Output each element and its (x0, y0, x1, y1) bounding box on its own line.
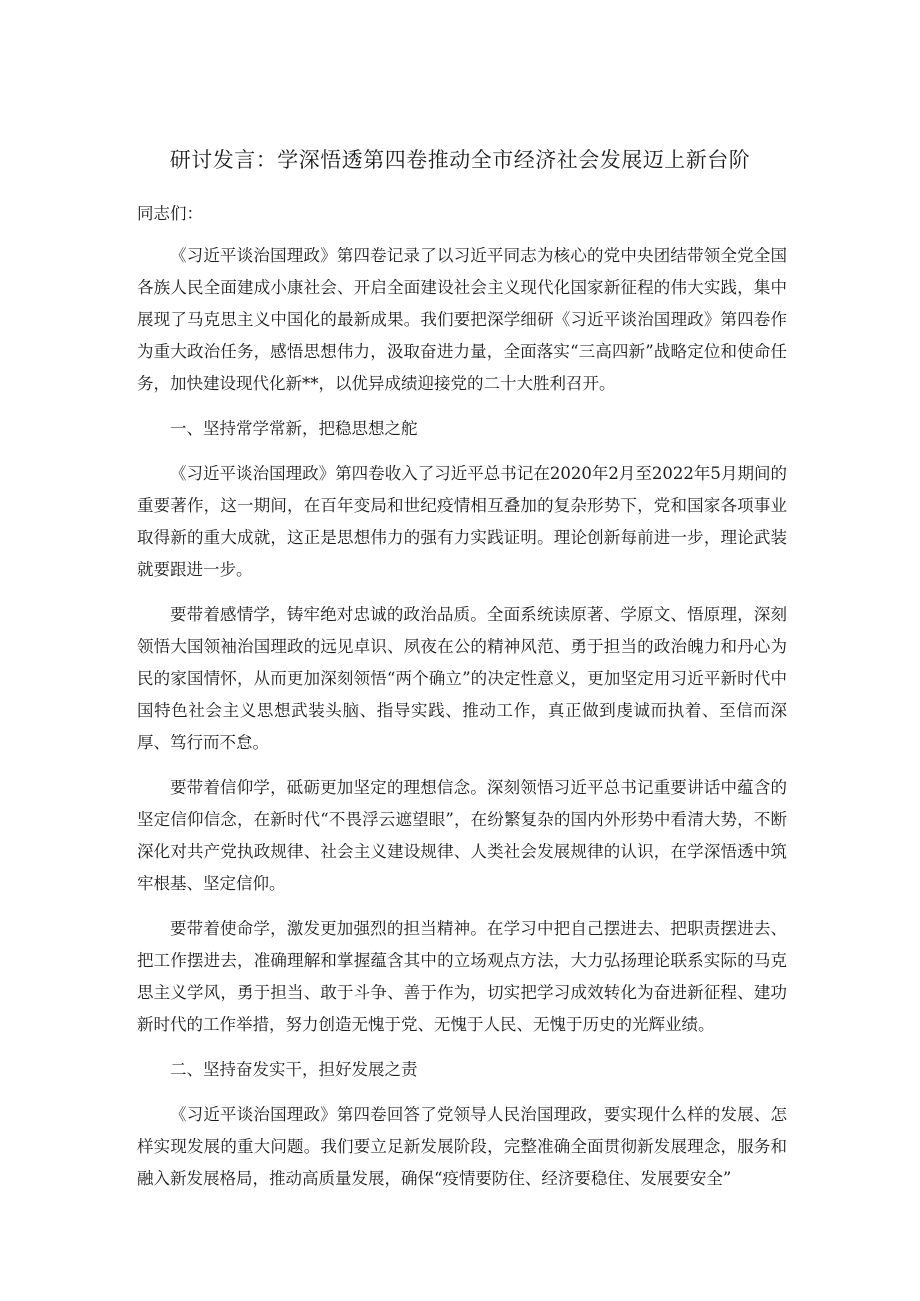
paragraph-mission: 要带着使命学，激发更加强烈的担当精神。在学习中把自己摆进去、把职责摆进去、把工作摆进去，准确理解和掌握蕴含其中的立场观点方法，大力弘扬理论联系实际的马克思主义学风，勇于担当、敢于斗争、善于作为，切实把学习成效转化为奋进新征程、建功新时代的工作举措，努力创造无愧于党、无愧于人民、无愧于历史的光辉业绩。 (137, 919, 787, 1034)
paragraph-emotion: 要带着感情学，铸牢绝对忠诚的政治品质。全面系统读原著、学原文、悟原理，深刻领悟大国领袖治国理政的远见卓识、夙夜在公的精神风范、勇于担当的政治魄力和丹心为民的家国情怀，从而更加深刻领悟“两个确立”的决定性意义，更加坚定用习近平新时代中国特色社会主义思想武装头脑、指导实践、推动工作，真正做到虔诚而执着、至信而深厚、笃行而不怠。 (137, 605, 787, 752)
section-heading-1: 一、坚持常学常新，把稳思想之舵 (170, 419, 418, 438)
paragraph-section1-intro: 《习近平谈治国理政》第四卷收入了习近平总书记在2020年2月至2022年5月期间的重要著作，这一期间，在百年变局和世纪疫情相互叠加的复杂形势下，党和国家各项事业取得新的重大成就，这正是思想伟力的强有力实践证明。理论创新每前进一步，理论武装就要跟进一步。 (137, 464, 787, 579)
paragraph-section2-intro: 《习近平谈治国理政》第四卷回答了党领导人民治国理政，要实现什么样的发展、怎样实现发展的重大问题。我们要立足新发展阶段，完整准确全面贯彻新发展理念，服务和融入新发展格局，推动高质量发展，确保“疫情要防住、经济要稳住、发展要安全” (137, 1105, 787, 1188)
section-heading-2: 二、坚持奋发实干，担好发展之责 (170, 1060, 418, 1079)
document-body (137, 198, 787, 1208)
document-title: 研讨发言：学深悟透第四卷推动全市经济社会发展迈上新台阶 (169, 148, 751, 172)
paragraph-intro: 《习近平谈治国理政》第四卷记录了以习近平同志为核心的党中央团结带领全党全国各族人民全面建成小康社会、开启全面建设社会主义现代化国家新征程的伟大实践，集中展现了马克思主义中国化的最新成果。我们要把深学细研《习近平谈治国理政》第四卷作为重大政治任务，感悟思想伟力，汲取奋进力量，全面落实“三高四新”战略定位和使命任务，加快建设现代化新**，以优异成绩迎接党的二十大胜利召开。 (137, 246, 787, 393)
paragraph-belief: 要带着信仰学，砥砺更加坚定的理想信念。深刻领悟习近平总书记重要讲话中蕴含的坚定信仰信念，在新时代“不畏浮云遮望眼”，在纷繁复杂的国内外形势中看清大势，不断深化对共产党执政规律、社会主义建设规律、人类社会发展规律的认识，在学深悟透中筑牢根基、坚定信仰。 (137, 778, 787, 893)
salutation: 同志们： (137, 204, 203, 223)
